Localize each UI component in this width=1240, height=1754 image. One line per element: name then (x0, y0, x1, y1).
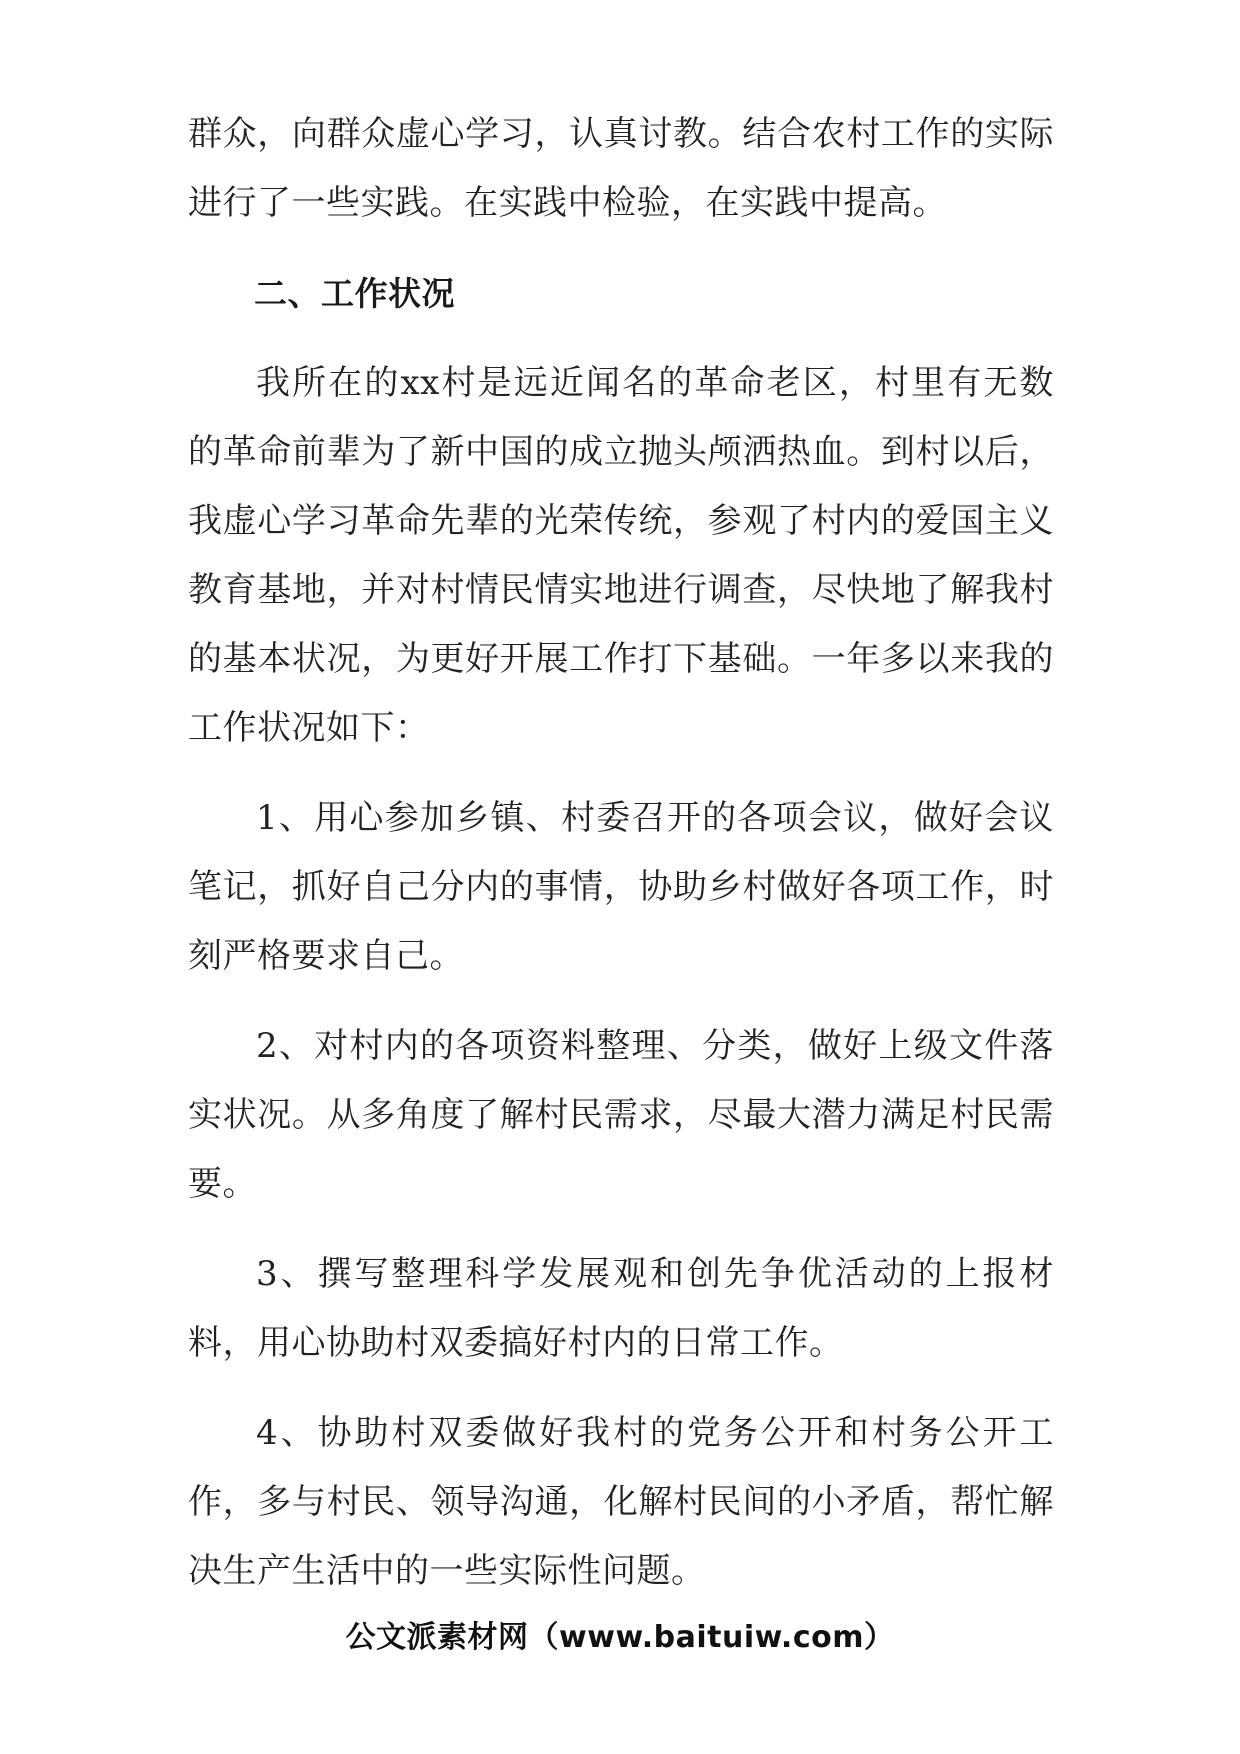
list-item-4: 4、协助村双委做好我村的党务公开和村务公开工作，多与村民、领导沟通，化解村民间的小矛盾，帮忙解决生产生活中的一些实际性问题。 (188, 1413, 1054, 1591)
document-body (188, 100, 1054, 1606)
paragraph-gap (188, 1378, 1054, 1399)
paragraph-continued: 群众，向群众虚心学习，认真讨教。结合农村工作的实际进行了一些实践。在实践中检验，在实践中提高。 (188, 114, 1054, 223)
list-item-1: 1、用心参加乡镇、村委召开的各项会议，做好会议笔记，抓好自己分内的事情，协助乡村做好各项工作，时刻严格要求自己。 (188, 798, 1054, 976)
paragraph-gap (188, 1219, 1054, 1240)
paragraph-gap (188, 328, 1054, 349)
section-heading: 二、工作状况 (254, 274, 455, 313)
paragraph-gap (188, 763, 1054, 784)
paragraph-intro: 我所在的xx村是远近闻名的革命老区，村里有无数的革命前辈为了新中国的成立抛头颅洒热血。到村以后，我虚心学习革命先辈的光荣传统，参观了村内的爱国主义教育基地，并对村情民情实地进行调查，尽快地了解我村的基本状况，为更好开展工作打下基础。一年多以来我的工作状况如下： (188, 363, 1054, 748)
list-item-2: 2、对村内的各项资料整理、分类，做好上级文件落实状况。从多角度了解村民需求，尽最大潜力满足村民需要。 (188, 1026, 1054, 1204)
list-item-3: 3、撰写整理科学发展观和创先争优活动的上报材料，用心协助村双委搞好村内的日常工作。 (188, 1254, 1054, 1363)
page-footer: 公文派素材网（www.baituiw.com） (345, 1620, 895, 1655)
paragraph-gap (188, 991, 1054, 1012)
paragraph-gap (188, 238, 1054, 259)
